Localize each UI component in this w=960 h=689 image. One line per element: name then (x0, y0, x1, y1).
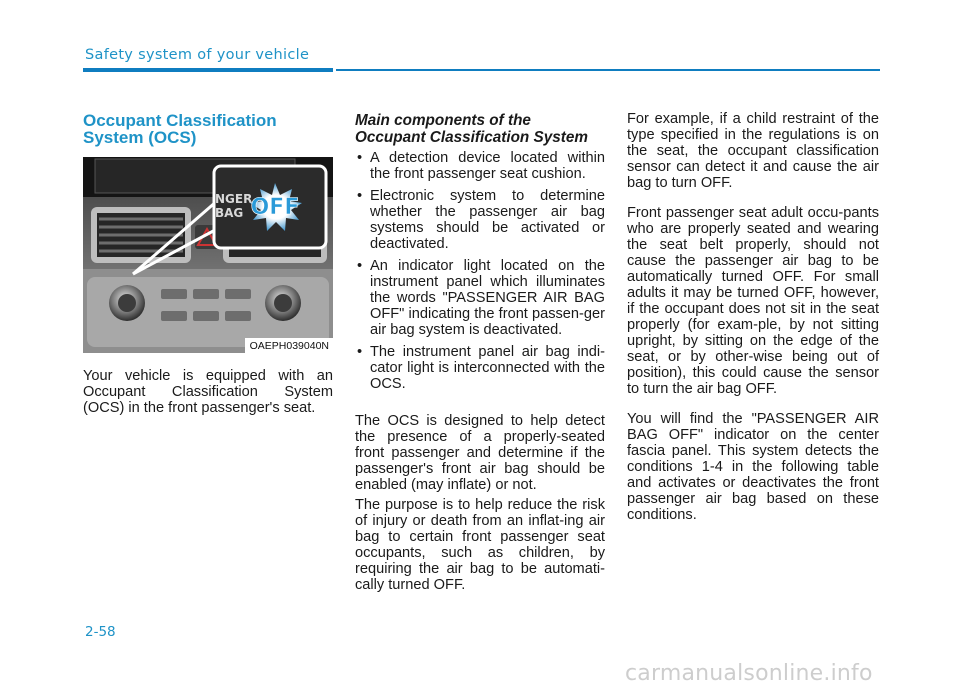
indicator-location-paragraph: You will find the "PASSENGER AIR BAG OFF" indicator on the center fascia panel. This system detects the conditions 1-4 in the following table and activates or deactivates the front passenger air bag based on these conditions. (627, 411, 879, 523)
header-accent-bar (83, 68, 333, 72)
ocs-purpose-paragraph: The OCS is designed to help detect the presence of a properly-seated front passenger and determine if the passenger's front air bag should be enabled (may inflate) or not. (355, 413, 605, 493)
header-rule (336, 69, 880, 71)
watermark: carmanualsonline.info (625, 661, 873, 686)
adult-occupant-paragraph: Front passenger seat adult occu-pants who are properly seated and wearing the seat belt properly, should not cause the passenger air bag to be automatically turned OFF. For small adults it may be turned OFF, however, if the occupant does not sit in the seat properly (for exam-ple, by not sitting upright, by sitting on the edge of the seat, or by other-wise being out of position), this could cause the sensor to turn the air bag OFF. (627, 205, 879, 397)
figure-caption: OAEPH039040N (245, 338, 333, 353)
list-item-text: The instrument panel air bag indi-cator light is interconnected with the OCS. (370, 344, 605, 392)
ocs-risk-paragraph: The purpose is to help reduce the risk of injury or death from an inflat-ing air bag to certain front passenger seat occupants, such as children, by requiring the air bag to be automati-cally turned OFF. (355, 497, 605, 593)
ocs-figure (83, 157, 333, 353)
list-item (355, 258, 605, 338)
bullet-dot-icon: • (357, 150, 363, 166)
list-item (355, 188, 605, 252)
ocs-intro-paragraph: Your vehicle is equipped with an Occupant Classification System (OCS) in the front passenger's seat. (83, 368, 333, 416)
components-heading: Main components of the Occupant Classification System (355, 112, 588, 146)
bullet-dot-icon: • (357, 258, 363, 274)
list-item-text: An indicator light located on the instrument panel which illuminates the words "PASSENGER AIR BAG OFF" indicating the front passen-ger air bag system is deactivated. (370, 258, 605, 338)
list-item-text: Electronic system to determine whether the passenger air bag systems should be activated or deactivated. (370, 188, 605, 252)
ocs-heading: Occupant Classification System (OCS) (83, 111, 277, 147)
bullet-dot-icon: • (357, 344, 363, 360)
list-item (355, 344, 605, 392)
list-item (355, 150, 605, 182)
list-item-text: A detection device located within the front passenger seat cushion. (370, 150, 605, 182)
indicator-partial-text-line1: NGER (215, 192, 253, 206)
bullet-dot-icon: • (357, 188, 363, 204)
page-number: 2-58 (85, 624, 116, 640)
indicator-off-text: OFF (250, 195, 300, 220)
section-header-title: Safety system of your vehicle (85, 47, 310, 63)
indicator-partial-text-line2: BAG (215, 206, 244, 220)
center-fascia-illustration (83, 157, 333, 353)
components-list (355, 150, 605, 398)
child-restraint-paragraph: For example, if a child restraint of the type specified in the regulations is on the seat, the occupant classification sensor can detect it and cause the air bag to turn OFF. (627, 111, 879, 191)
